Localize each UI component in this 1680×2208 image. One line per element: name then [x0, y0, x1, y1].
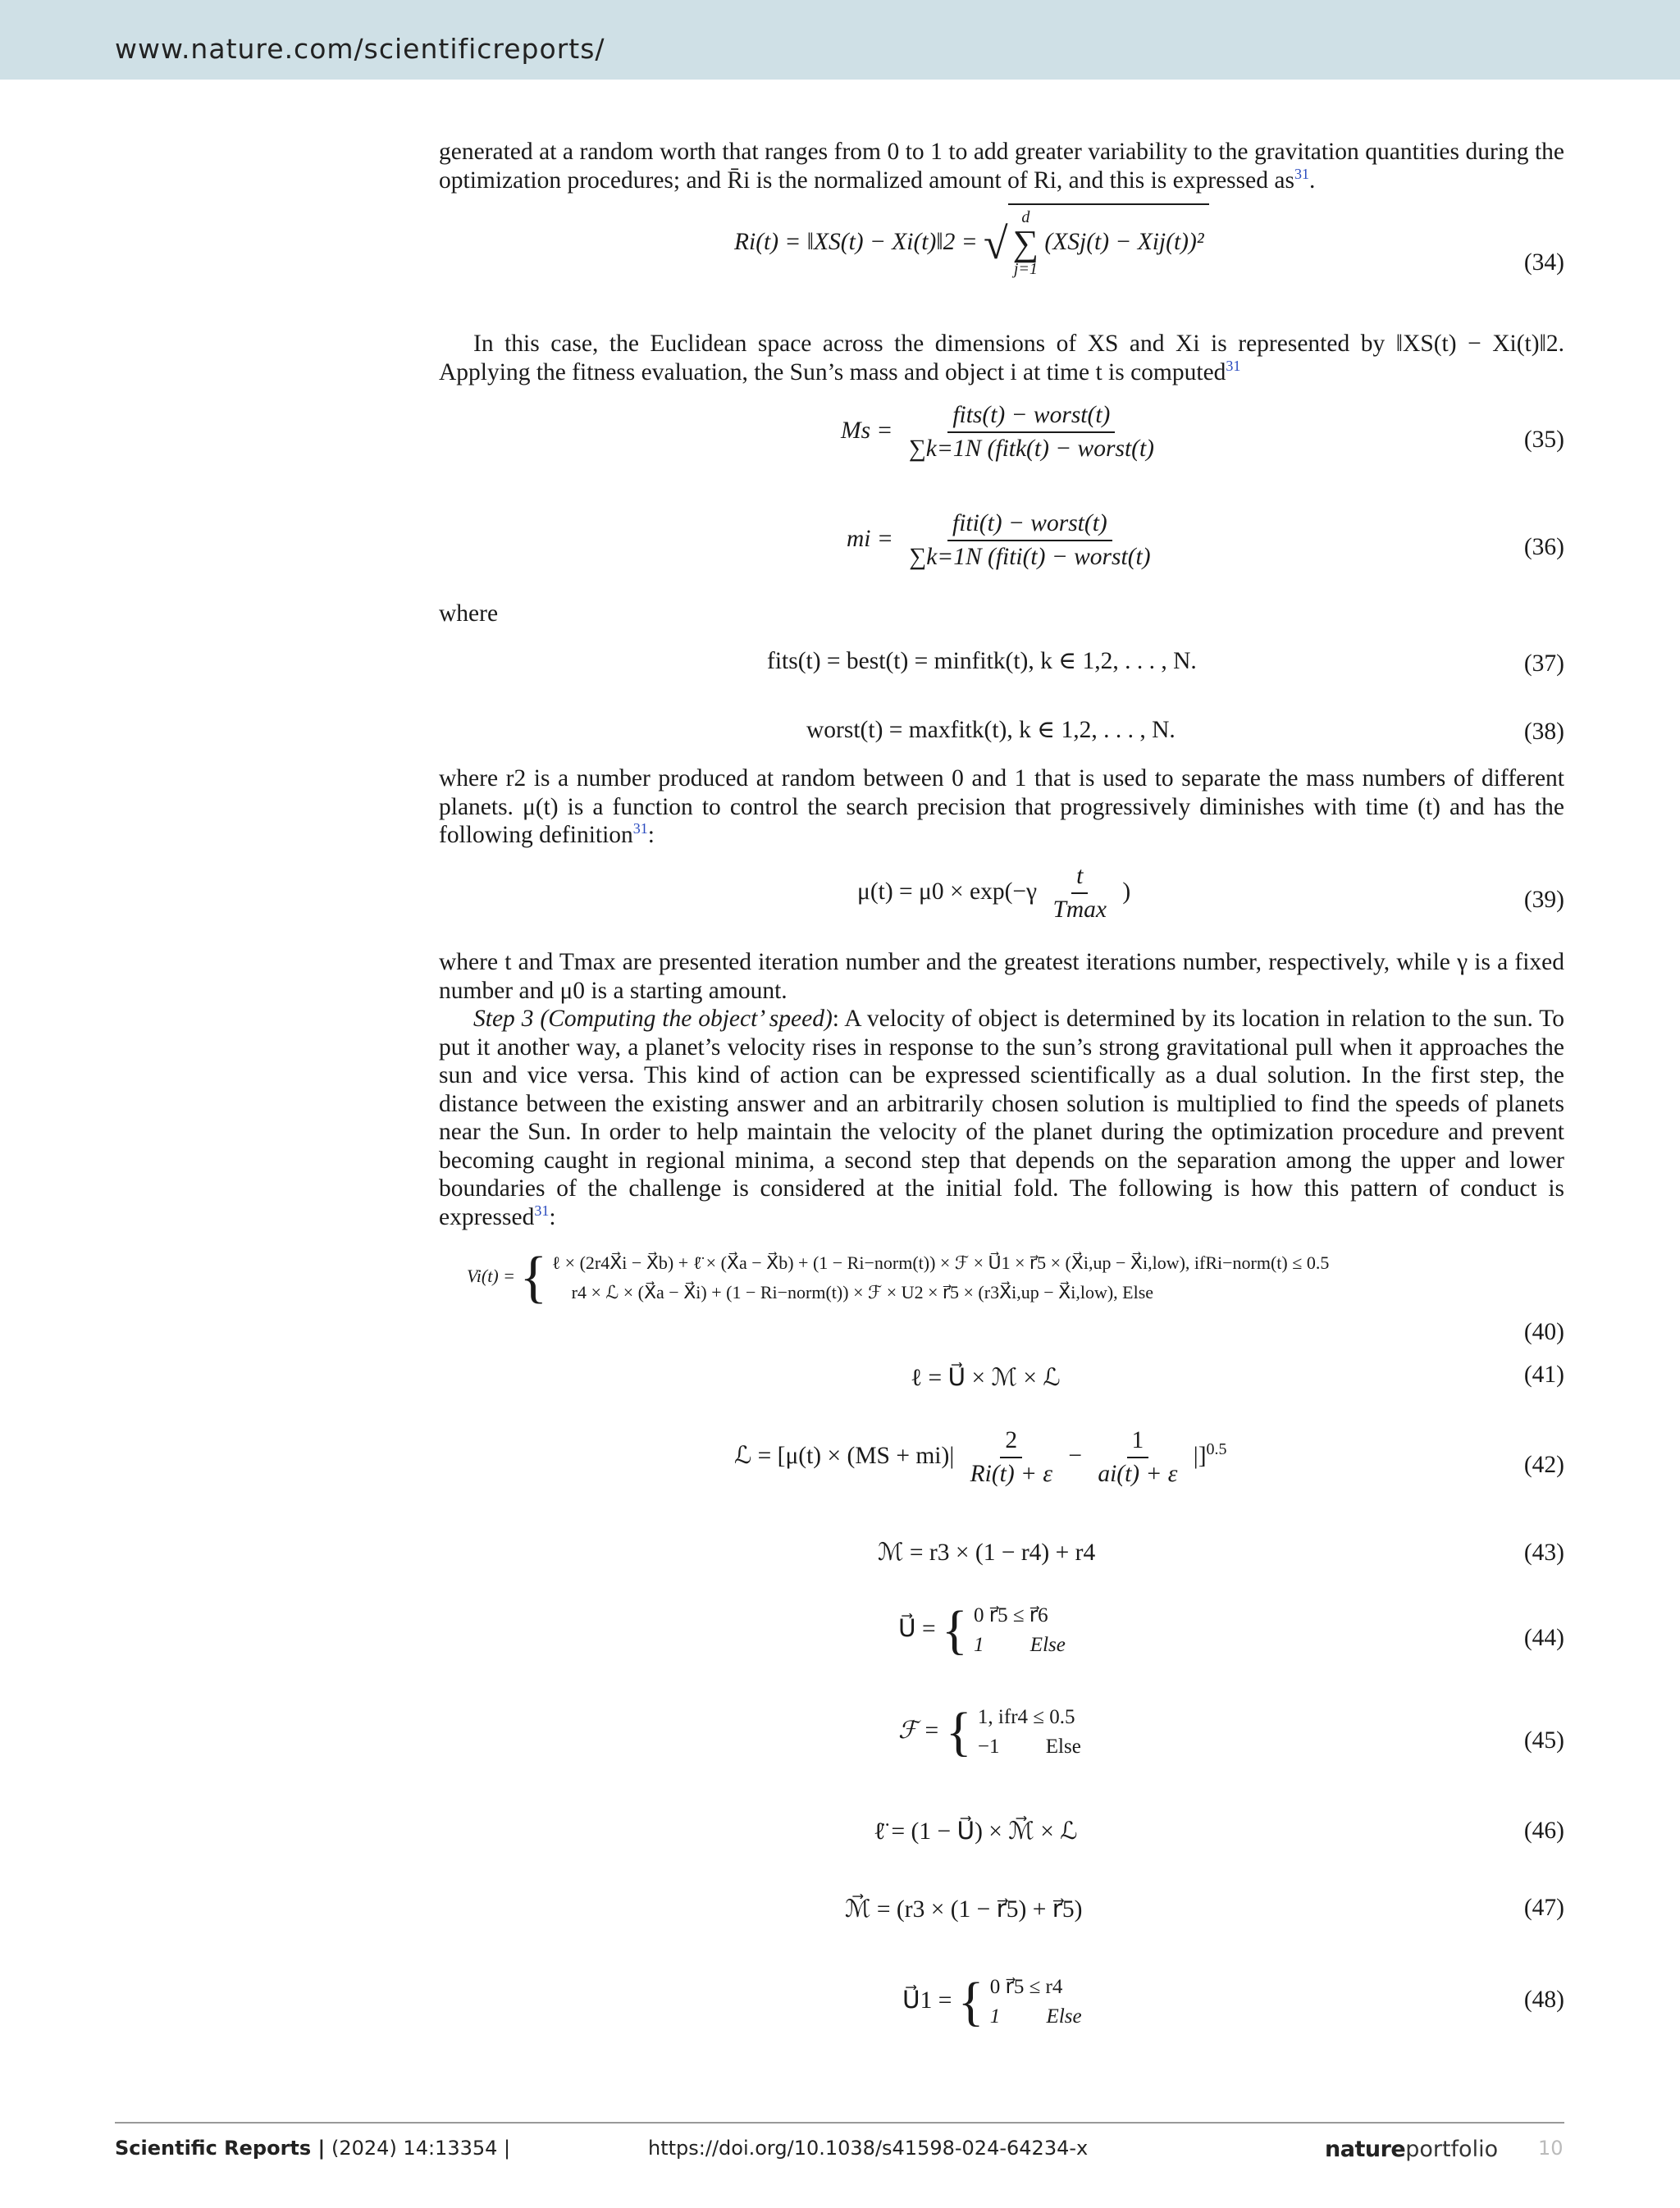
eq34-body: (XSj(t) − Xij(t))² [1044, 228, 1204, 255]
eq42-rhs: |] [1193, 1442, 1207, 1469]
eq39-rhs: ) [1122, 878, 1131, 905]
eq35-numerator: fits(t) − worst(t) [947, 402, 1115, 433]
paragraph-4 [439, 948, 1564, 1005]
equation-46: ℓ̈ = (1 − U⃗) × ℳ⃗ × ℒ [874, 1818, 1078, 1845]
eq45-lhs: ℱ = [898, 1717, 940, 1744]
equation-number-34: (34) [1523, 249, 1564, 276]
citation-link[interactable]: 31 [1294, 165, 1309, 182]
equation-number-42: (42) [1523, 1452, 1564, 1478]
eq45-case-2: −1 Else [977, 1736, 1081, 1758]
equation-34 [734, 203, 1209, 279]
eq42-denominator-2: ai(t) + ε [1098, 1461, 1178, 1487]
equation-43: ℳ = r3 × (1 − r4) + r4 [878, 1540, 1096, 1566]
equation-number-45: (45) [1523, 1727, 1564, 1754]
equation-45 [898, 1703, 1081, 1762]
equation-47: ℳ⃗ = (r3 × (1 − r⃗5) + r⃗5) [845, 1896, 1083, 1923]
eq42-exponent: 0.5 [1206, 1439, 1227, 1458]
equation-44 [898, 1601, 1066, 1660]
sum-lower: j=1 [1013, 260, 1038, 278]
equation-number-39: (39) [1523, 887, 1564, 913]
eq34-lhs: Ri(t) = ‖XS(t) − Xi(t)‖2 = [734, 228, 978, 255]
paragraph-5: Step 3 (Computing the object’ speed): A velocity of object is determined by its location in relation to the sun. To put it another way, a planet’s velocity rises in response to the sun’s strong gravitational pull when it approaches the sun and vice versa. This kind of action can be expressed scientifically as a dual solution. In the first step, the distance between the existing answer and an arbitrarily chosen solution is multiplied to find the speeds of planets near the Sun. In order to help maintain the velocity of the planet during the optimization procedure and prevent becoming caught in regional minima, a second step that depends on the separation among the upper and lower boundaries of the challenge is considered at the initial fold. The following is how this pattern of conduct is expressed$^{31}$: [439, 1006, 1564, 1230]
equation-48 [902, 1973, 1082, 2032]
eq42-minus: − [1068, 1442, 1082, 1469]
equation-number-44: (44) [1523, 1625, 1564, 1651]
equation-35 [841, 402, 1164, 463]
eq40-case-1: ℓ × (2r4X⃗i − X⃗b) + ℓ̈ × (X⃗a − X⃗b) + (1 − Ri−norm(t)) × ℱ × U⃗1 × r⃗5 × (X⃗i,up − X⃗i,low), ifRi−norm(t) ≤ 0.5 [551, 1252, 1330, 1273]
footer-volume: (2024) 14:13354 | [331, 2137, 511, 2160]
paragraph-1: generated at a random worth that ranges from 0 to 1 to add greater variability to the gravitation quantities during the optimization procedures; and R̄i is the normalized amount of Ri, and this is expressed as$^{31}$. [439, 139, 1564, 194]
equation-number-46: (46) [1523, 1818, 1564, 1844]
footer-divider [115, 2122, 1564, 2124]
eq48-case-2: 1 Else [989, 2005, 1082, 2028]
step-3-title: Step 3 (Computing the object’ speed) [473, 1006, 833, 1032]
equation-40 [467, 1248, 1329, 1307]
eq42-fraction-1 [966, 1427, 1057, 1488]
publisher-logo [1325, 2137, 1498, 2162]
publisher-logo-light: portfolio [1405, 2137, 1499, 2162]
eq39-lhs: μ(t) = μ0 × exp(−γ [857, 878, 1038, 905]
eq48-brace: { [957, 1972, 984, 2032]
equation-number-35: (35) [1523, 427, 1564, 453]
eq39-fraction [1048, 863, 1112, 924]
eq48-lhs: U⃗1 = [902, 1987, 952, 2014]
paragraph-1-text: generated at a random worth that ranges from 0 to 1 to add greater variability to the gravitation quantities during the optimization procedures; and R̄i is the normalized amount of Ri, and this is expressed as [439, 139, 1564, 194]
eq35-lhs: Ms = [841, 417, 893, 444]
eq36-fraction [904, 510, 1155, 571]
equation-38: worst(t) = maxfitk(t), k ∈ 1,2, . . . , N. [806, 717, 1176, 743]
eq45-cases [978, 1703, 1081, 1762]
sum-upper: d [1021, 208, 1030, 226]
site-header-bar [0, 0, 1680, 80]
eq39-numerator: t [1071, 863, 1088, 894]
paragraph-3: where r2 is a number produced at random between 0 and 1 that is used to separate the mass numbers of different planets. μ(t) is a function to control the search precision that progressively diminishes with time (t) and has the following definition$^{31}$: [439, 765, 1564, 848]
citation-link[interactable]: 31 [632, 820, 648, 837]
citation-link[interactable]: 31 [534, 1202, 550, 1219]
eq36-lhs: mi = [847, 525, 893, 552]
eq44-cases [974, 1601, 1066, 1660]
equation-number-40: (40) [1523, 1319, 1564, 1345]
eq40-case-2: r4 × ℒ × (X⃗a − X⃗i) + (1 − Ri−norm(t)) × ℱ × U2 × r⃗5 × (r3X⃗i,up − X⃗i,low), Else [571, 1282, 1154, 1302]
eq48-cases [990, 1973, 1082, 2032]
eq42-denominator-1: Ri(t) + ε [970, 1461, 1052, 1487]
paragraph-2-text: In this case, the Euclidean space across the dimensions of XS and Xi is represented by ‖XS(t) − Xi(t)‖2. Applying the fitness evaluation, the Sun’s mass and object i at time t is computed [439, 331, 1564, 385]
site-url[interactable]: www.nature.com/scientificreports/ [115, 33, 605, 65]
equation-number-47: (47) [1523, 1895, 1564, 1921]
eq36-denominator: ∑k=1N (fiti(t) − worst(t) [909, 544, 1151, 570]
equation-number-36: (36) [1523, 534, 1564, 560]
paragraph-2 [439, 330, 1564, 386]
equation-36 [847, 510, 1161, 571]
eq45-brace: { [945, 1702, 972, 1762]
paragraph-5-text: : A velocity of object is determined by its location in relation to the sun. To put it another way, a planet’s velocity rises in response to the sun’s strong gravitational pull when it approaches the sun and vice versa. This kind of action can be expressed scientifically as a dual solution. In the first step, the distance between the existing answer and an arbitrarily chosen solution is multiplied to find the speeds of planets near the Sun. In order to help maintain the velocity of the planet during the optimization procedure and prevent becoming caught in regional minima, a second step that depends on the separation among the upper and lower boundaries of the challenge is considered at the initial fold. The following is how this pattern of conduct is expressed [439, 1006, 1564, 1230]
equation-41: ℓ = U⃗ × ℳ × ℒ [911, 1365, 1061, 1391]
equation-37: fits(t) = best(t) = minfitk(t), k ∈ 1,2, . . . , N. [767, 648, 1197, 674]
equation-number-38: (38) [1523, 719, 1564, 745]
eq35-fraction [904, 402, 1159, 463]
eq44-case-1: 0 r⃗5 ≤ r⃗6 [974, 1604, 1048, 1626]
eq42-fraction-2 [1093, 1427, 1182, 1488]
eq44-lhs: U⃗ = [898, 1615, 936, 1642]
eq40-cases [552, 1248, 1330, 1307]
eq44-brace: { [941, 1600, 968, 1660]
eq40-brace: { [519, 1246, 548, 1309]
page-number: 10 [1538, 2137, 1564, 2160]
eq40-lhs: Vi(t) = [467, 1266, 516, 1287]
sum-operator: d ∑ j=1 [1012, 208, 1039, 278]
eq39-denominator: Tmax [1052, 896, 1107, 923]
publisher-logo-bold: nature [1325, 2137, 1406, 2162]
citation-link[interactable]: 31 [1226, 357, 1241, 374]
paragraph-4-text: where t and Tmax are presented iteration number and the greatest iterations number, respectively, while γ is a fixed number and μ0 is a starting amount. [439, 949, 1564, 1004]
equation-39 [857, 863, 1130, 924]
paragraph-3-text: where r2 is a number produced at random between 0 and 1 that is used to separate the mass numbers of different planets. μ(t) is a function to control the search precision that progressively diminishes with time (t) and has the following definition [439, 765, 1564, 848]
eq35-denominator: ∑k=1N (fitk(t) − worst(t) [908, 436, 1154, 462]
eq44-case-2: 1 Else [974, 1634, 1066, 1656]
eq45-case-1: 1, ifr4 ≤ 0.5 [977, 1706, 1075, 1728]
equation-42 [734, 1427, 1227, 1488]
equation-number-43: (43) [1523, 1540, 1564, 1566]
footer-doi-link[interactable]: https://doi.org/10.1038/s41598-024-64234-x [648, 2137, 1089, 2160]
equation-number-48: (48) [1523, 1987, 1564, 2013]
sqrt-content [1008, 203, 1209, 279]
eq42-numerator-2: 1 [1127, 1427, 1149, 1458]
eq42-numerator-1: 2 [1000, 1427, 1022, 1458]
eq36-numerator: fiti(t) − worst(t) [947, 510, 1112, 541]
where-label: where [439, 600, 499, 627]
sqrt-sign: √ [984, 219, 1008, 268]
eq48-case-1: 0 r⃗5 ≤ r4 [989, 1976, 1063, 1998]
equation-number-37: (37) [1523, 650, 1564, 677]
eq42-lhs: ℒ = [μ(t) × (MS + mi)| [734, 1442, 955, 1469]
footer-journal-name: Scientific Reports | [115, 2137, 326, 2160]
equation-number-41: (41) [1523, 1362, 1564, 1388]
